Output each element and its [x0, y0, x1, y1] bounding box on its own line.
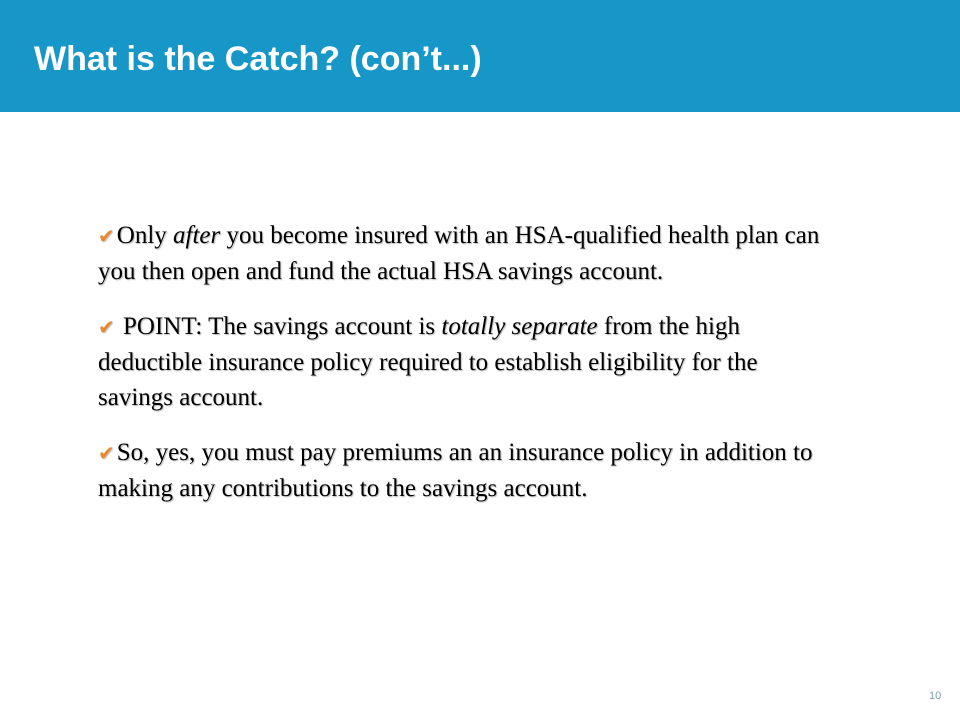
bullet-item-3: ✔So, yes, you must pay premiums an an insurance policy in addition to making any contributions to the savings account. — [98, 439, 813, 502]
check-icon: ✔ — [98, 224, 115, 248]
slide-title: What is the Catch? (con’t...) — [34, 40, 482, 78]
bullet-item-2: ✔ POINT: The savings account is totally separate from the high deductible insurance policy required to establish eligibility for the savings account. — [98, 313, 758, 411]
page-number: 10 — [929, 690, 942, 702]
check-icon: ✔ — [98, 315, 115, 339]
bullet-list — [98, 218, 838, 526]
title-bar — [0, 0, 960, 112]
bullet-item-1: ✔Only after you become insured with an HSA-qualified health plan can you then open and fund the actual HSA savings account. — [98, 222, 820, 285]
check-icon: ✔ — [98, 441, 115, 465]
